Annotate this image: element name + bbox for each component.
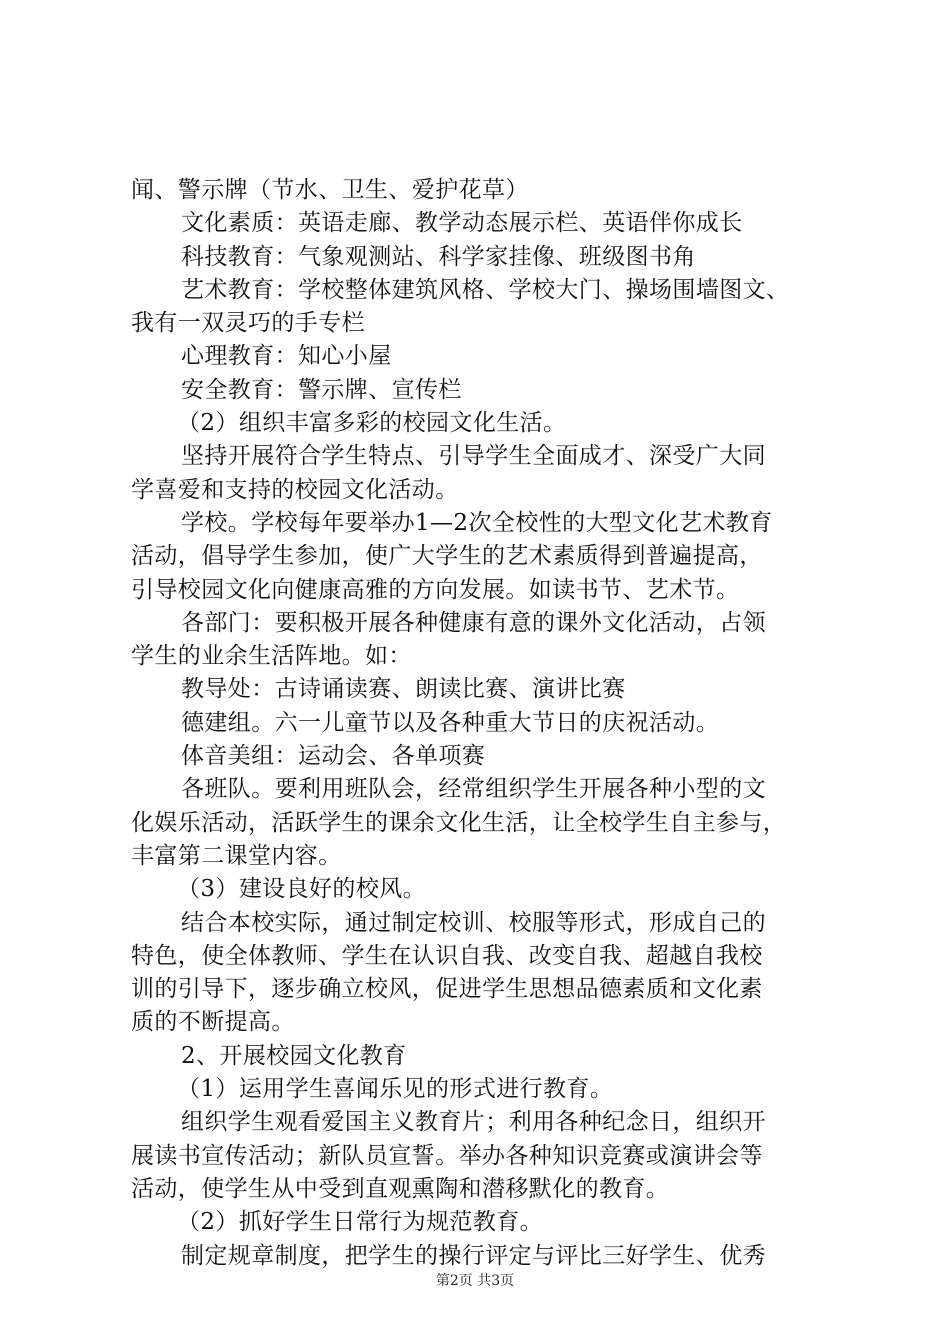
text-line: 各班队。要利用班队会，经常组织学生开展各种小型的文	[181, 776, 766, 803]
text-line: 科技教育：气象观测站、科学家挂像、班级图书角	[181, 243, 696, 270]
text-line: （3）建设良好的校风。	[177, 876, 427, 903]
text-line: 展读书宣传活动；新队员宣誓。举办各种知识竞赛或演讲会等	[131, 1142, 763, 1169]
text-line: 学生的业余生活阵地。如：	[131, 643, 412, 670]
text-line: 安全教育：警示牌、宣传栏	[181, 376, 462, 403]
text-line: 训的引导下，逐步确立校风，促进学生思想品德素质和文化素	[131, 976, 763, 1003]
text-line: 活动，使学生从中受到直观熏陶和潜移默化的教育。	[131, 1175, 670, 1202]
text-line: 闻、警示牌（节水、卫生、爱护花草）	[131, 177, 529, 203]
text-line: 心理教育：知心小屋	[181, 343, 392, 370]
text-line: 文化素质：英语走廊、教学动态展示栏、英语伴你成长	[181, 210, 743, 237]
text-line: 德建组。六一儿童节以及各种重大节日的庆祝活动。	[181, 709, 720, 736]
text-line: （2）组织丰富多彩的校园文化生活。	[177, 410, 567, 437]
text-line: 2、开展校园文化教育	[181, 1042, 407, 1069]
page-footer: 第2页 共3页	[435, 1273, 515, 1289]
text-line: 丰富第二课堂内容。	[131, 842, 342, 869]
text-line: 我有一双灵巧的手专栏	[131, 310, 365, 337]
text-line: 活动，倡导学生参加，使广大学生的艺术素质得到普遍提高，	[131, 543, 763, 570]
text-line: （1）运用学生喜闻乐见的形式进行教育。	[177, 1076, 614, 1103]
text-line: 制定规章制度，把学生的操行评定与评比三好学生、优秀	[181, 1242, 766, 1269]
text-line: 质的不断提高。	[131, 1009, 295, 1036]
text-line: （2）抓好学生日常行为规范教育。	[177, 1209, 544, 1236]
text-line: 各部门：要积极开展各种健康有意的课外文化活动，占领	[181, 609, 766, 636]
text-line: 教导处：古诗诵读赛、朗读比赛、演讲比赛	[181, 676, 626, 703]
text-line: 引导校园文化向健康高雅的方向发展。如读书节、艺术节。	[131, 576, 740, 603]
text-line: 学校。学校每年要举办1—2次全校性的大型文化艺术教育	[181, 509, 773, 536]
text-line: 艺术教育：学校整体建筑风格、学校大门、操场围墙图文、	[181, 276, 790, 303]
text-line: 特色，使全体教师、学生在认识自我、改变自我、超越自我校	[131, 942, 763, 969]
text-line: 坚持开展符合学生特点、引导学生全面成才、深受广大同	[181, 443, 766, 470]
text-line: 结合本校实际，通过制定校训、校服等形式，形成自己的	[181, 909, 766, 936]
text-line: 体音美组：运动会、各单项赛	[181, 743, 486, 770]
document-body	[131, 174, 831, 1273]
text-line: 组织学生观看爱国主义教育片；利用各种纪念日，组织开	[181, 1109, 766, 1136]
text-line: 化娱乐活动，活跃学生的课余文化生活，让全校学生自主参与，	[131, 809, 787, 836]
text-line: 学喜爱和支持的校园文化活动。	[131, 476, 459, 503]
